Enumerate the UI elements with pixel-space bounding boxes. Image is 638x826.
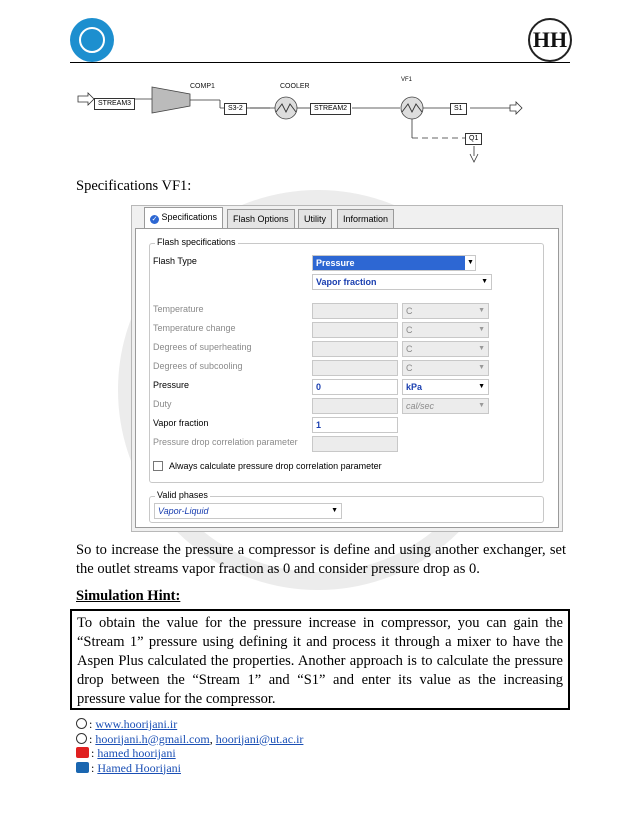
stream-label-in: STREAM3	[94, 98, 135, 110]
inlet-arrow-icon	[78, 93, 94, 105]
pdrop-param-input[interactable]	[312, 436, 398, 452]
valid-phases-select[interactable]	[154, 503, 342, 519]
superheating-unit[interactable]: C ▼	[402, 341, 489, 357]
email-link-1[interactable]: hoorijani.h@gmail.com	[95, 731, 210, 746]
flash-dialog	[131, 205, 563, 532]
chevron-down-icon: ▼	[478, 307, 485, 314]
university-logo	[70, 18, 114, 62]
tab-information[interactable]: Information	[337, 209, 394, 228]
flash-type-select-1[interactable]	[312, 255, 476, 271]
hint-box	[70, 609, 570, 710]
block-label-comp: COMP1	[190, 83, 215, 90]
tab-flash-options[interactable]: Flash Options	[227, 209, 295, 228]
chevron-down-icon: ▼	[478, 364, 485, 371]
always-calc-label: Always calculate pressure drop correlation parameter	[169, 461, 382, 471]
hint-text: To obtain the value for the pressure increase in compressor, you can gain the “Stream 1” pressure using defining it and process it through a mixer to have the Aspen Plus calculated the properties. Another approach is to calculate the pressure drop between the “Stream 1” and “S1” and enter its value as the increasing pressure value for the compressor.	[77, 615, 563, 707]
youtube-link[interactable]: hamed hoorijani	[97, 746, 176, 760]
chevron-down-icon: ▼	[478, 326, 485, 333]
stream-label-stream2: STREAM2	[310, 103, 351, 115]
row-label-temperature: Temperature	[153, 304, 204, 314]
contact-website: : www.hoorijani.ir	[76, 717, 303, 732]
row-label-subcooling: Degrees of subcooling	[153, 361, 243, 371]
cooler-icon	[275, 97, 297, 119]
contact-youtube: : hamed hoorijani	[76, 746, 303, 761]
row-label-pdrop-param: Pressure drop correlation parameter	[153, 437, 298, 447]
vapor-fraction-input[interactable]: 1	[312, 417, 398, 433]
group-title: Flash specifications	[157, 237, 236, 247]
globe-icon	[76, 718, 87, 729]
always-calc-checkbox[interactable]	[153, 461, 163, 471]
chevron-down-icon: ▼	[331, 507, 338, 514]
youtube-icon	[76, 747, 89, 758]
contact-linkedin: : Hamed Hoorijani	[76, 761, 303, 776]
mail-icon	[76, 733, 87, 744]
flash-type-label: Flash Type	[153, 256, 197, 266]
flash-type-value-2: Vapor fraction	[316, 277, 377, 287]
flash-type-select-2[interactable]	[312, 274, 492, 290]
block-label-cooler: COOLER	[280, 83, 310, 90]
temperature-input[interactable]	[312, 303, 398, 319]
duty-input[interactable]	[312, 398, 398, 414]
tab-label: Specifications	[161, 212, 218, 222]
tab-utility[interactable]: Utility	[298, 209, 332, 228]
section-heading: Specifications VF1:	[76, 178, 192, 194]
linkedin-icon	[76, 762, 89, 773]
row-label-superheating: Degrees of superheating	[153, 342, 252, 352]
row-label-pressure: Pressure	[153, 380, 190, 390]
compressor-icon	[152, 87, 190, 113]
flowsheet-lines	[70, 70, 570, 180]
row-label-vapor-fraction: Vapor fraction	[153, 418, 209, 428]
stream-label-s32: S3-2	[224, 103, 247, 115]
row-label-duty: Duty	[153, 399, 172, 409]
stream-label-s1: S1	[450, 103, 467, 115]
check-circle-icon: ✓	[151, 216, 158, 223]
duty-unit[interactable]: cal/sec ▼	[402, 398, 489, 414]
contact-email: : hoorijani.h@gmail.com, hoorijani@ut.ac.ir	[76, 732, 303, 747]
superheating-input[interactable]	[312, 341, 398, 357]
author-logo: HH	[528, 18, 572, 62]
chevron-down-icon: ▼	[478, 345, 485, 352]
chevron-down-icon: ▼	[481, 278, 488, 285]
valid-phases-title: Valid phases	[157, 490, 208, 500]
header-rule	[70, 62, 570, 63]
chevron-down-icon: ▼	[465, 256, 475, 270]
chevron-down-icon: ▼	[478, 402, 485, 409]
subcooling-unit[interactable]: C ▼	[402, 360, 489, 376]
website-link[interactable]: www.hoorijani.ir	[95, 717, 178, 731]
row-label-temperature-change: Temperature change	[153, 323, 236, 333]
stream-label-q1: Q1	[465, 133, 482, 145]
block-label-flash: VF1	[401, 77, 413, 83]
tab-specifications[interactable]	[144, 207, 223, 229]
linkedin-link[interactable]: Hamed Hoorijani	[97, 760, 181, 775]
pressure-unit[interactable]: kPa ▼	[402, 379, 489, 395]
tab-panel	[135, 228, 559, 528]
hint-title: Simulation Hint:	[76, 588, 181, 604]
flash-type-value-1: Pressure	[316, 258, 355, 268]
temperature-change-input[interactable]	[312, 322, 398, 338]
pressure-input[interactable]: 0	[312, 379, 398, 395]
email-separator: ,	[209, 731, 216, 746]
temperature-unit[interactable]: C ▼	[402, 303, 489, 319]
outlet-arrow-icon	[510, 102, 522, 114]
chevron-down-icon: ▼	[478, 383, 485, 390]
flowsheet-diagram	[70, 70, 570, 180]
valid-phases-value: Vapor-Liquid	[158, 506, 209, 516]
flash-icon	[401, 97, 423, 119]
contact-list	[76, 717, 303, 775]
subcooling-input[interactable]	[312, 360, 398, 376]
temperature-change-unit[interactable]: C ▼	[402, 322, 489, 338]
body-paragraph: So to increase the pressure a compressor is define and using another exchanger, set the outlet streams vapor fraction as 0 and consider pressure drop as 0.	[76, 542, 566, 577]
email-link-2[interactable]: hoorijani@ut.ac.ir	[215, 731, 304, 746]
